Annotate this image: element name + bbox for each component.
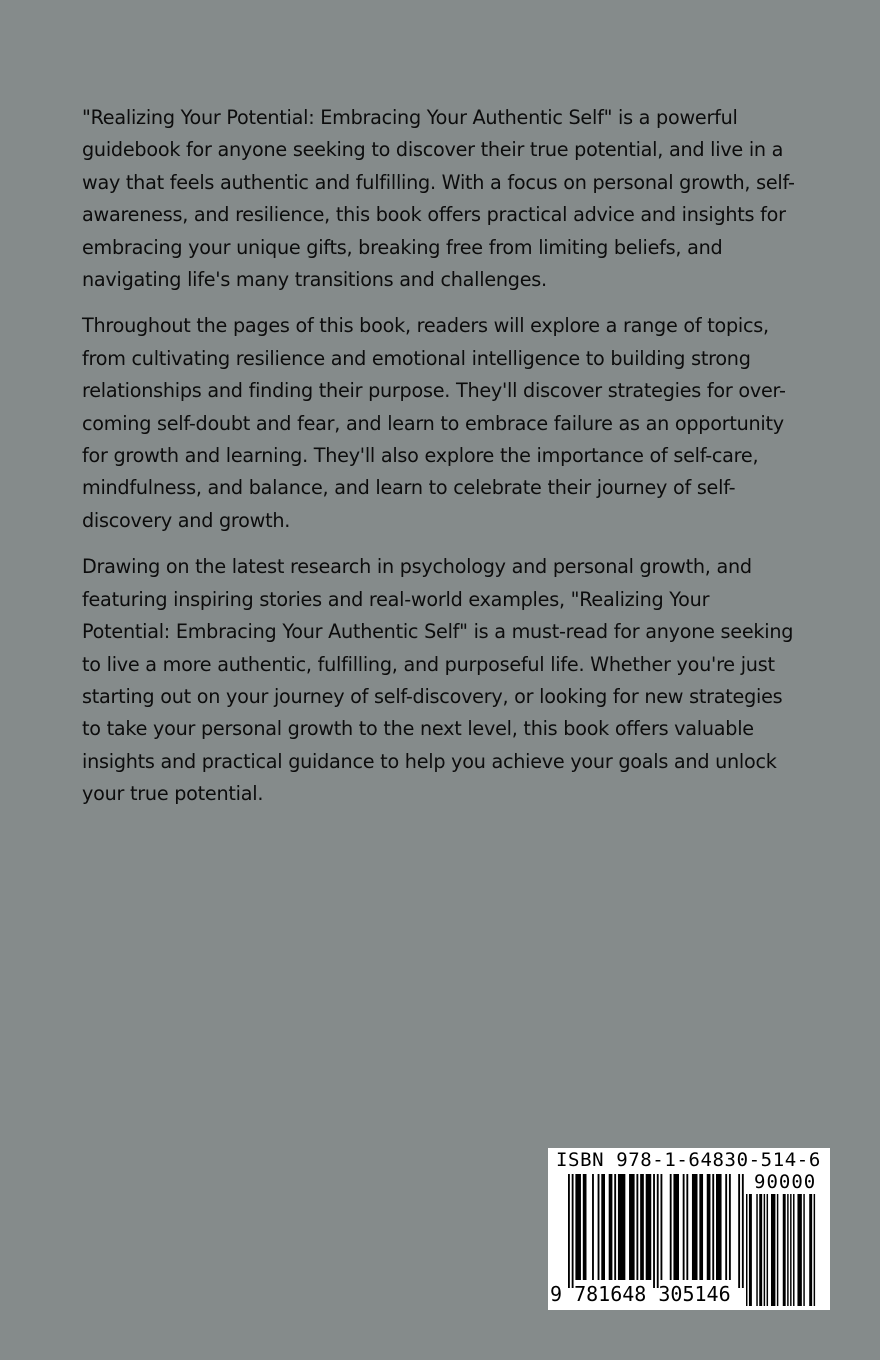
barcode-bar [572, 1174, 574, 1288]
barcode-bar [707, 1174, 711, 1280]
barcode-bar [777, 1194, 778, 1306]
barcode-bar [749, 1194, 752, 1306]
barcode-bar [712, 1174, 714, 1280]
barcode-bar [568, 1174, 570, 1288]
barcode-bar [809, 1194, 812, 1306]
barcode-bar [756, 1194, 757, 1306]
barcode-bar [646, 1174, 652, 1280]
barcode-bar [629, 1174, 635, 1280]
barcode-bar [764, 1194, 765, 1306]
barcode-bar [614, 1174, 616, 1280]
barcode-bar [814, 1194, 815, 1306]
barcode-bar [673, 1174, 679, 1280]
barcode-bar [803, 1194, 804, 1306]
isbn-barcode [548, 1148, 830, 1310]
barcode-bar [787, 1194, 788, 1306]
barcode-bar [575, 1174, 581, 1280]
barcode-bar [771, 1194, 775, 1306]
barcode-bar [729, 1174, 731, 1280]
barcode-bar [592, 1174, 594, 1280]
ean-digits: 9 781648 305146 [550, 1282, 731, 1306]
isbn-label: ISBN 978-1-64830-514-6 [556, 1149, 821, 1171]
barcode-bar [601, 1174, 605, 1280]
barcode-bar [738, 1174, 740, 1288]
barcode-bar [583, 1174, 587, 1280]
barcode-bar [793, 1194, 794, 1306]
barcode-bar [783, 1194, 786, 1306]
barcode-bar [699, 1174, 703, 1280]
barcode-bar [692, 1174, 698, 1280]
barcode-bar [742, 1174, 744, 1288]
barcode-bar [598, 1174, 600, 1280]
barcode-bar [759, 1194, 762, 1306]
description-paragraph-2: Throughout the pages of this book, readers will explore a range of topics, from cultivating resilience and emotional intelligence to building strong relationships and finding their purpose. They'll discover strategies for over-coming self-doubt and fear, and learn to embrace failure as an opportunity for growth and learning. They'll also explore the importance of self-care, mindfulness, and balance, and learn to celebrate their journey of self-discovery and growth. [82, 314, 786, 532]
barcode-bar [618, 1174, 625, 1280]
barcode-bar [725, 1174, 727, 1280]
barcode-bar [636, 1174, 638, 1280]
barcode-bar [653, 1174, 655, 1288]
barcode-bar [640, 1174, 644, 1280]
description-paragraph-3: Drawing on the latest research in psychology and personal growth, and featuring inspiring stories and real-world examples, "Realizing Your Potential: Embracing Your Authentic Self" is a must-read for anyone seeking to live a more authentic, fulfilling, and purposeful life. Whether you're just starting out on your journey of self-discovery, or looking for new strategies to take your personal growth to the next level, this book offers valuable insights and practical guidance to help you achieve your goals and unlock your true potential. [82, 555, 794, 806]
barcode-bar [609, 1174, 613, 1280]
barcode-bar [683, 1174, 685, 1280]
barcode-bar [767, 1194, 768, 1306]
barcode-bar [790, 1194, 791, 1306]
barcode-bar [670, 1174, 672, 1280]
barcode-bar [716, 1174, 722, 1280]
barcode-bar [686, 1174, 688, 1280]
barcode-bar [661, 1174, 663, 1280]
barcode-bar [657, 1174, 659, 1288]
barcode-bar [797, 1194, 801, 1306]
description-paragraph-1: "Realizing Your Potential: Embracing Your Authentic Self" is a powerful guidebook for anyone seeking to discover their true potential, and live in a way that feels authentic and fulfilling. With a focus on personal growth, self-awareness, and resilience, this book offers practical advice and insights for embracing your unique gifts, breaking free from limiting beliefs, and navigating life's many transitions and challenges. [82, 106, 795, 292]
price-code: 90000 [754, 1171, 817, 1193]
book-description [82, 102, 802, 825]
barcode-bar [746, 1194, 747, 1306]
